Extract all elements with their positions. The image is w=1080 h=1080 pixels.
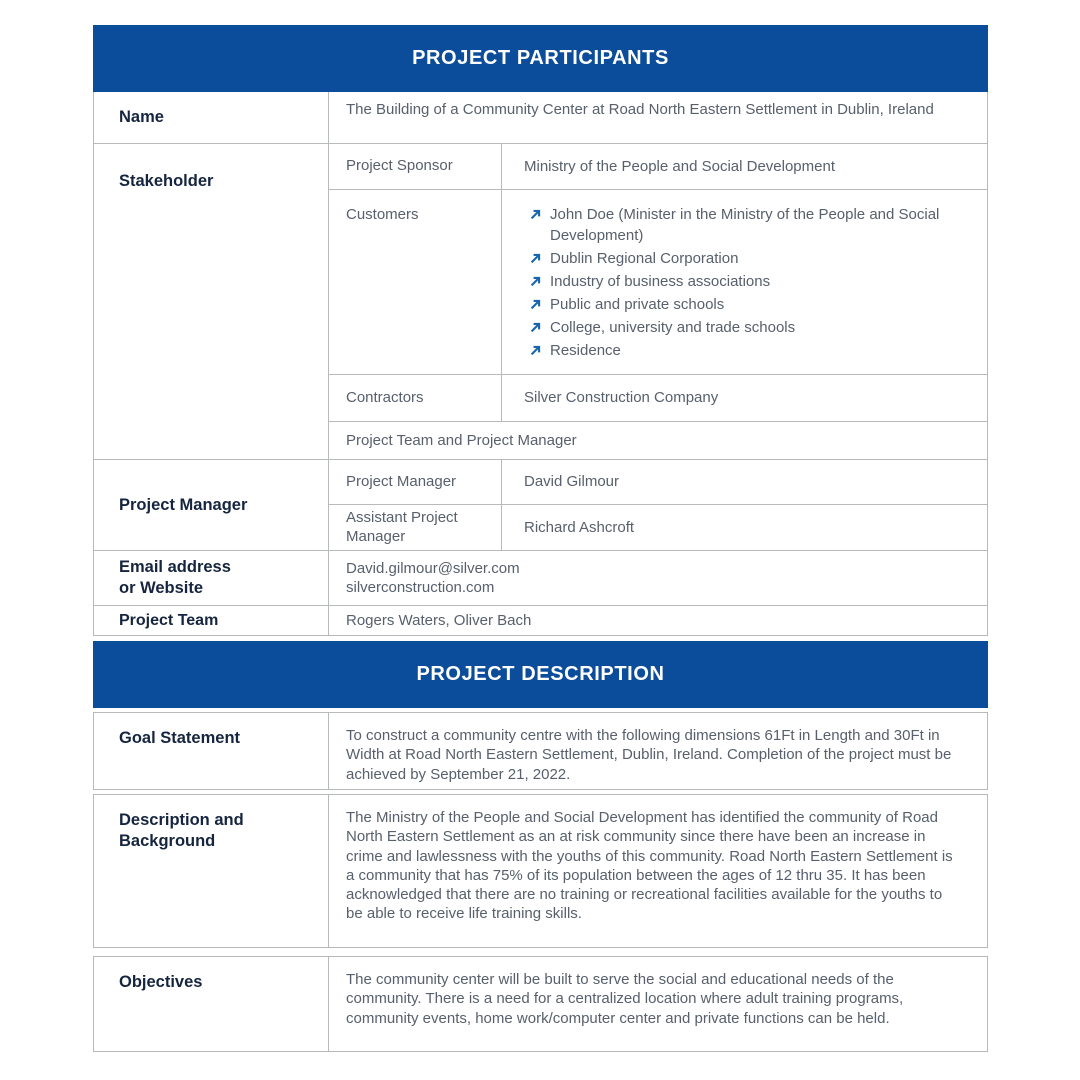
email-label-line1: Email address — [119, 558, 231, 577]
ne-arrow-icon — [530, 345, 541, 356]
objectives-label: Objectives — [94, 957, 329, 1051]
participants-header — [93, 25, 988, 92]
customer-item — [530, 248, 961, 269]
team-note: Project Team and Project Manager — [346, 431, 577, 449]
project-sponsor-label: Project Sponsor — [329, 144, 502, 189]
ne-arrow-icon — [530, 276, 541, 287]
pm-label: Project Manager — [329, 460, 502, 504]
customers-list — [502, 190, 987, 374]
name-label: Name — [94, 92, 329, 143]
row-stakeholder — [94, 143, 987, 459]
website: silverconstruction.com — [346, 579, 495, 596]
row-project-manager — [94, 459, 987, 550]
customer-item — [530, 317, 961, 338]
goal-statement-value: To construct a community centre with the following dimensions 61Ft in Length and 30Ft in Width at Road North Eastern Settlement, Dublin, Ireland. Completion of the project must be achieved by September 21, 2022. — [346, 727, 952, 783]
row-objectives — [93, 956, 988, 1052]
row-contractors — [329, 374, 987, 421]
customer-item-text: Public and private schools — [550, 296, 725, 313]
stakeholder-subtable — [329, 144, 987, 459]
apm-label: Assistant Project Manager — [329, 505, 502, 550]
email-value — [329, 551, 987, 605]
customer-item-text: Dublin Regional Corporation — [550, 250, 739, 267]
email-label — [94, 551, 329, 605]
participants-table — [93, 92, 988, 636]
row-pm — [329, 460, 987, 504]
row-apm — [329, 504, 987, 550]
ne-arrow-icon — [530, 253, 541, 264]
row-goal-statement — [93, 712, 988, 790]
project-team-value: Rogers Waters, Oliver Bach — [346, 612, 532, 629]
participants-title: PROJECT PARTICIPANTS — [412, 47, 669, 69]
row-email — [94, 550, 987, 605]
customer-item — [530, 204, 961, 246]
row-description-background — [93, 794, 988, 948]
customer-item-text: Residence — [550, 342, 621, 359]
project-manager-label: Project Manager — [94, 460, 329, 550]
ne-arrow-icon — [530, 299, 541, 310]
description-background-value: The Ministry of the People and Social Development has identified the community of Road North Eastern Settlement as an at risk community since there have been an increase in crime and lawlessness with the youths of this community. Road North Eastern Settlement is a community that has 75% of its population between the ages of 12 thru 35. It has been acknowledged that there are no training or recreational facilities available for the youths to be able to receive life training skills. — [346, 809, 953, 923]
customer-item — [530, 340, 961, 361]
apm-value: Richard Ashcroft — [524, 518, 635, 536]
row-project-sponsor — [329, 144, 987, 189]
description-title: PROJECT DESCRIPTION — [416, 663, 665, 685]
goal-statement-label: Goal Statement — [94, 713, 329, 789]
pm-value: David Gilmour — [524, 473, 620, 491]
ne-arrow-icon — [530, 209, 541, 220]
name-value: The Building of a Community Center at Road North Eastern Settlement in Dublin, Ireland — [346, 101, 934, 118]
document-page — [93, 25, 988, 1052]
customer-item-text: College, university and trade schools — [550, 319, 796, 336]
customer-item — [530, 294, 961, 315]
ne-arrow-icon — [530, 322, 541, 333]
customer-item — [530, 271, 961, 292]
stakeholder-label: Stakeholder — [94, 144, 329, 459]
email-label-line2: or Website — [119, 579, 204, 597]
email-address: David.gilmour@silver.com — [346, 560, 520, 577]
row-name — [94, 92, 987, 143]
row-project-team — [94, 605, 987, 635]
contractors-label: Contractors — [329, 375, 502, 421]
description-background-label: Description and Background — [94, 795, 329, 947]
contractors-value: Silver Construction Company — [524, 389, 719, 407]
customer-item-text: Industry of business associations — [550, 273, 771, 290]
customers-label: Customers — [329, 190, 502, 374]
project-team-label: Project Team — [94, 606, 329, 635]
project-sponsor-value: Ministry of the People and Social Development — [524, 157, 836, 175]
project-manager-subtable — [329, 460, 987, 550]
customer-item-text: John Doe (Minister in the Ministry of the People and Social Development) — [550, 206, 940, 244]
description-header — [93, 641, 988, 708]
objectives-value: The community center will be built to serve the social and educational needs of the community. There is a need for a centralized location where adult training programs, community events, home work/computer center and private functions can be held. — [346, 971, 904, 1027]
row-customers — [329, 189, 987, 374]
row-team-note — [329, 421, 987, 459]
